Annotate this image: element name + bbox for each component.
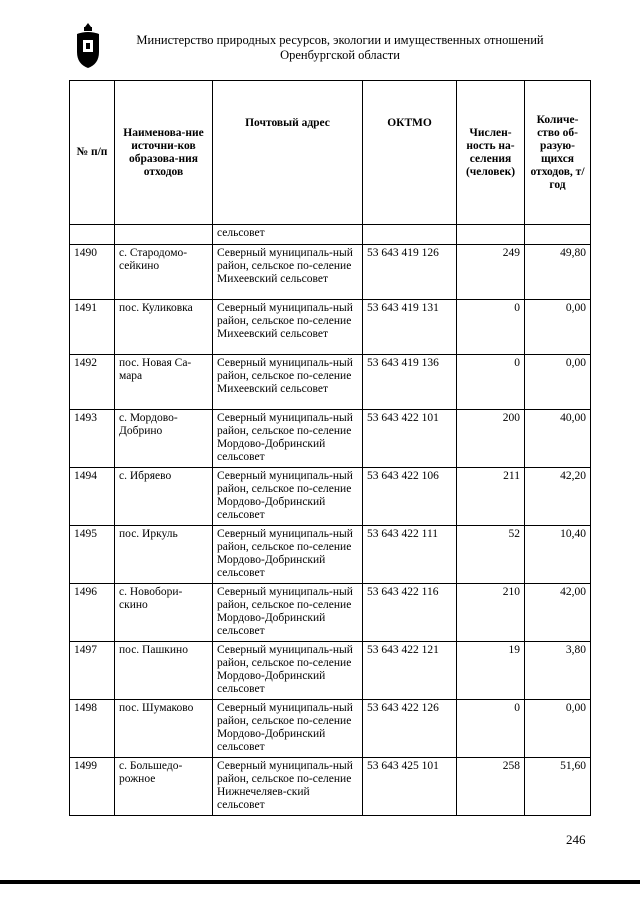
cell-waste: 40,00 xyxy=(525,410,591,468)
cell-address: Северный муниципаль-ный район, сельское по-селение Мордово-Добринский сельсовет xyxy=(213,642,363,700)
cell-number: 1493 xyxy=(70,410,115,468)
cell-population: 19 xyxy=(457,642,525,700)
ministry-header xyxy=(110,33,570,63)
cell-address: Северный муниципаль-ный район, сельское по-селение Нижнечеляев-ский сельсовет xyxy=(213,758,363,816)
cell-oktmo: 53 643 425 101 xyxy=(363,758,457,816)
cell-oktmo: 53 643 422 101 xyxy=(363,410,457,468)
cell-number: 1494 xyxy=(70,468,115,526)
region-name: Оренбургской области xyxy=(280,48,400,62)
page-number: 246 xyxy=(566,832,586,847)
cell-population: 210 xyxy=(457,584,525,642)
table-header-row xyxy=(70,81,591,225)
cell-waste: 42,00 xyxy=(525,584,591,642)
footer-rule xyxy=(0,880,640,884)
cell-name: с. Ибряево xyxy=(115,468,213,526)
cell-waste: 49,80 xyxy=(525,245,591,300)
cell-address: Северный муниципаль-ный район, сельское по-селение Мордово-Добринский сельсовет xyxy=(213,468,363,526)
cell-oktmo: 53 643 419 126 xyxy=(363,245,457,300)
cell-waste: 0,00 xyxy=(525,700,591,758)
cell-waste: 42,20 xyxy=(525,468,591,526)
cell-waste: 3,80 xyxy=(525,642,591,700)
cell-address: Северный муниципаль-ный район, сельское по-селение Мордово-Добринский сельсовет xyxy=(213,584,363,642)
table-row xyxy=(70,526,591,584)
table-row xyxy=(70,300,591,355)
cell-oktmo: 53 643 419 136 xyxy=(363,355,457,410)
cell-name: пос. Шумаково xyxy=(115,700,213,758)
cell-waste: 0,00 xyxy=(525,355,591,410)
cell-address: Северный муниципаль-ный район, сельское по-селение Мордово-Добринский сельсовет xyxy=(213,700,363,758)
cell-number: 1496 xyxy=(70,584,115,642)
cell-name: пос. Иркуль xyxy=(115,526,213,584)
cell-address: Северный муниципаль-ный район, сельское по-селение Мордово-Добринский сельсовет xyxy=(213,410,363,468)
cell-oktmo: 53 643 422 121 xyxy=(363,642,457,700)
continuation-row xyxy=(70,225,591,245)
cell-number: 1495 xyxy=(70,526,115,584)
cell-oktmo: 53 643 422 116 xyxy=(363,584,457,642)
cell-number: 1499 xyxy=(70,758,115,816)
cell-population: 258 xyxy=(457,758,525,816)
col-header-address: Почтовый адрес xyxy=(213,81,363,225)
cell-population: 52 xyxy=(457,526,525,584)
cell-name: с. Новобори-скино xyxy=(115,584,213,642)
cell-address: Северный муниципаль-ный район, сельское по-селение Михеевский сельсовет xyxy=(213,355,363,410)
cell-name: пос. Пашкино xyxy=(115,642,213,700)
cell-address: Северный муниципаль-ный район, сельское по-селение Михеевский сельсовет xyxy=(213,245,363,300)
cell-address-continuation: сельсовет xyxy=(213,225,363,245)
cell-oktmo: 53 643 419 131 xyxy=(363,300,457,355)
cell-name: с. Мордово-Добрино xyxy=(115,410,213,468)
cell-name: пос. Куликовка xyxy=(115,300,213,355)
cell-number: 1497 xyxy=(70,642,115,700)
cell-number: 1490 xyxy=(70,245,115,300)
cell-population: 249 xyxy=(457,245,525,300)
table-row xyxy=(70,758,591,816)
cell-name: пос. Новая Са-мара xyxy=(115,355,213,410)
cell-population: 0 xyxy=(457,355,525,410)
col-header-oktmo: ОКТМО xyxy=(363,81,457,225)
cell-population: 0 xyxy=(457,300,525,355)
table-row xyxy=(70,700,591,758)
col-header-waste: Количе-ство об-разую-щихся отходов, т/год xyxy=(525,81,591,225)
table-row xyxy=(70,642,591,700)
cell-address: Северный муниципаль-ный район, сельское по-селение Михеевский сельсовет xyxy=(213,300,363,355)
coat-of-arms-icon xyxy=(75,22,101,70)
cell-address: Северный муниципаль-ный район, сельское по-селение Мордово-Добринский сельсовет xyxy=(213,526,363,584)
table-row xyxy=(70,245,591,300)
table-row xyxy=(70,355,591,410)
cell-population: 211 xyxy=(457,468,525,526)
col-header-number: № п/п xyxy=(70,81,115,225)
table-row xyxy=(70,584,591,642)
cell-name: с. Большедо-рожное xyxy=(115,758,213,816)
cell-waste: 10,40 xyxy=(525,526,591,584)
col-header-name: Наименова-ние источни-ков образова-ния отходов xyxy=(115,81,213,225)
cell-number: 1492 xyxy=(70,355,115,410)
col-header-population: Числен-ность на-селения (человек) xyxy=(457,81,525,225)
waste-sources-table xyxy=(69,80,591,816)
cell-oktmo: 53 643 422 106 xyxy=(363,468,457,526)
cell-waste: 0,00 xyxy=(525,300,591,355)
cell-oktmo: 53 643 422 111 xyxy=(363,526,457,584)
cell-population: 0 xyxy=(457,700,525,758)
cell-number: 1491 xyxy=(70,300,115,355)
cell-oktmo: 53 643 422 126 xyxy=(363,700,457,758)
cell-waste: 51,60 xyxy=(525,758,591,816)
cell-population: 200 xyxy=(457,410,525,468)
cell-name: с. Стародомо-сейкино xyxy=(115,245,213,300)
table-row xyxy=(70,468,591,526)
table-row xyxy=(70,410,591,468)
cell-number: 1498 xyxy=(70,700,115,758)
ministry-name: Министерство природных ресурсов, экологии и имущественных отношений xyxy=(136,33,544,47)
